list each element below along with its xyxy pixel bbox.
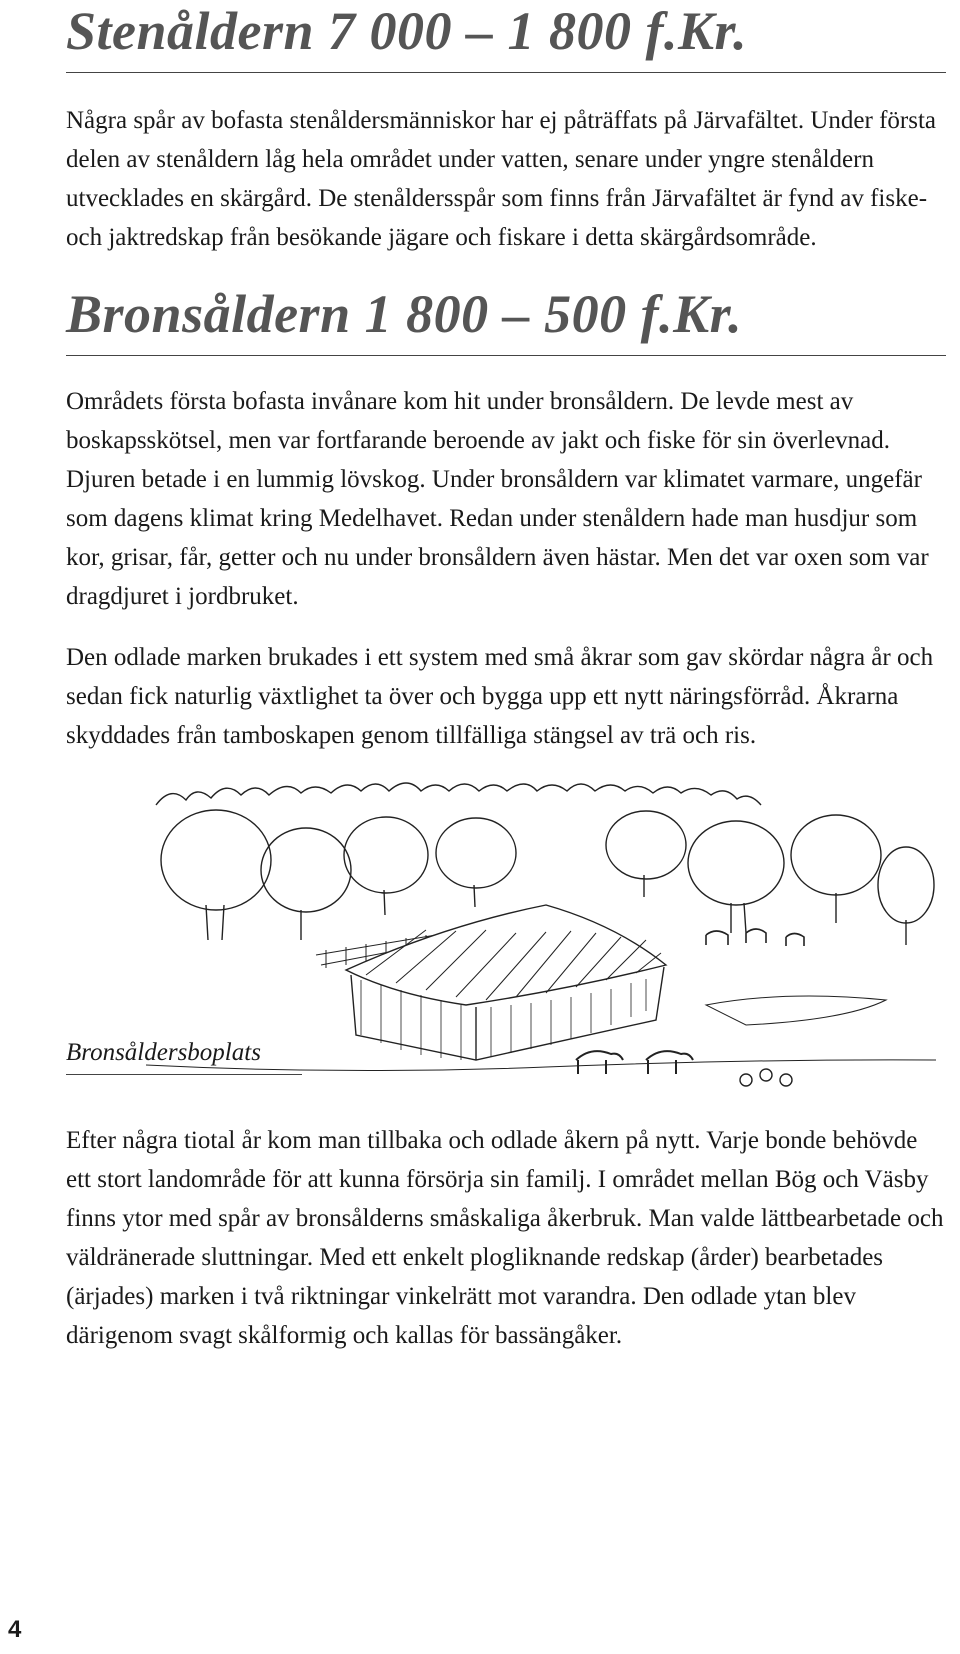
paragraph-bronze-age-3: Efter några tiotal år kom man tillbaka och odlade åkern på nytt. Varje bonde behövde ett stort landområde för att kunna försörja sin familj. I området mellan Bög och Väsby finns ytor med spår av bronsålderns småskaliga åkerbruk. Man valde lättbearbetade och väldränerade sluttningar. Med ett enkelt plogliknande redskap (årder) bearbetades (ärjades) marken i två riktningar vinkelrätt mot varandra. Den odlade ytan blev därigenom svagt skålformig och kallas för bassängåker. <box>66 1127 944 1349</box>
section-title-stone-age: Stenåldern 7 000 – 1 800 f.Kr. <box>66 0 946 73</box>
page-number: 4 <box>8 1616 22 1643</box>
paragraph-bronze-age-1: Områdets första bofasta invånare kom hit under bronsåldern. De levde mest av boskapsskötsel, men var fortfarande beroende av jakt och fiske för sin överlevnad. Djuren betade i en lummig lövskog. Under bronsåldern var klimatet varmare, ungefär som dagens klimat kring Medelhavet. Redan under stenåldern hade man husdjur som kor, grisar, får, getter och nu under bronsåldern även hästar. Men det var oxen som var dragdjuret i jordbruket. <box>66 388 929 610</box>
illustration-caption: Bronsåldersboplats <box>66 1038 302 1075</box>
paragraph-stone-age: Några spår av bofasta stenåldersmänniskor har ej påträffats på Järvafältet. Under första delen av stenåldern låg hela området under vatten, senare under yngre stenåldern utvecklades en skärgård. De stenåldersspår som finns från Järvafältet är fynd av fiske- och jaktredskap från besökande jägare och fiskare i detta skärgårdsområde. <box>66 107 937 251</box>
page-content <box>66 0 946 1355</box>
illustration-block <box>66 775 946 1105</box>
paragraph-bronze-age-2: Den odlade marken brukades i ett system med små åkrar som gav skördar några år och sedan fick naturlig växtlighet ta över och bygga upp ett nytt näringsförråd. Åkrarna skyddades från tamboskapen genom tillfälliga stängsel av trä och ris. <box>66 644 934 749</box>
section-title-bronze-age: Bronsåldern 1 800 – 500 f.Kr. <box>66 283 946 356</box>
